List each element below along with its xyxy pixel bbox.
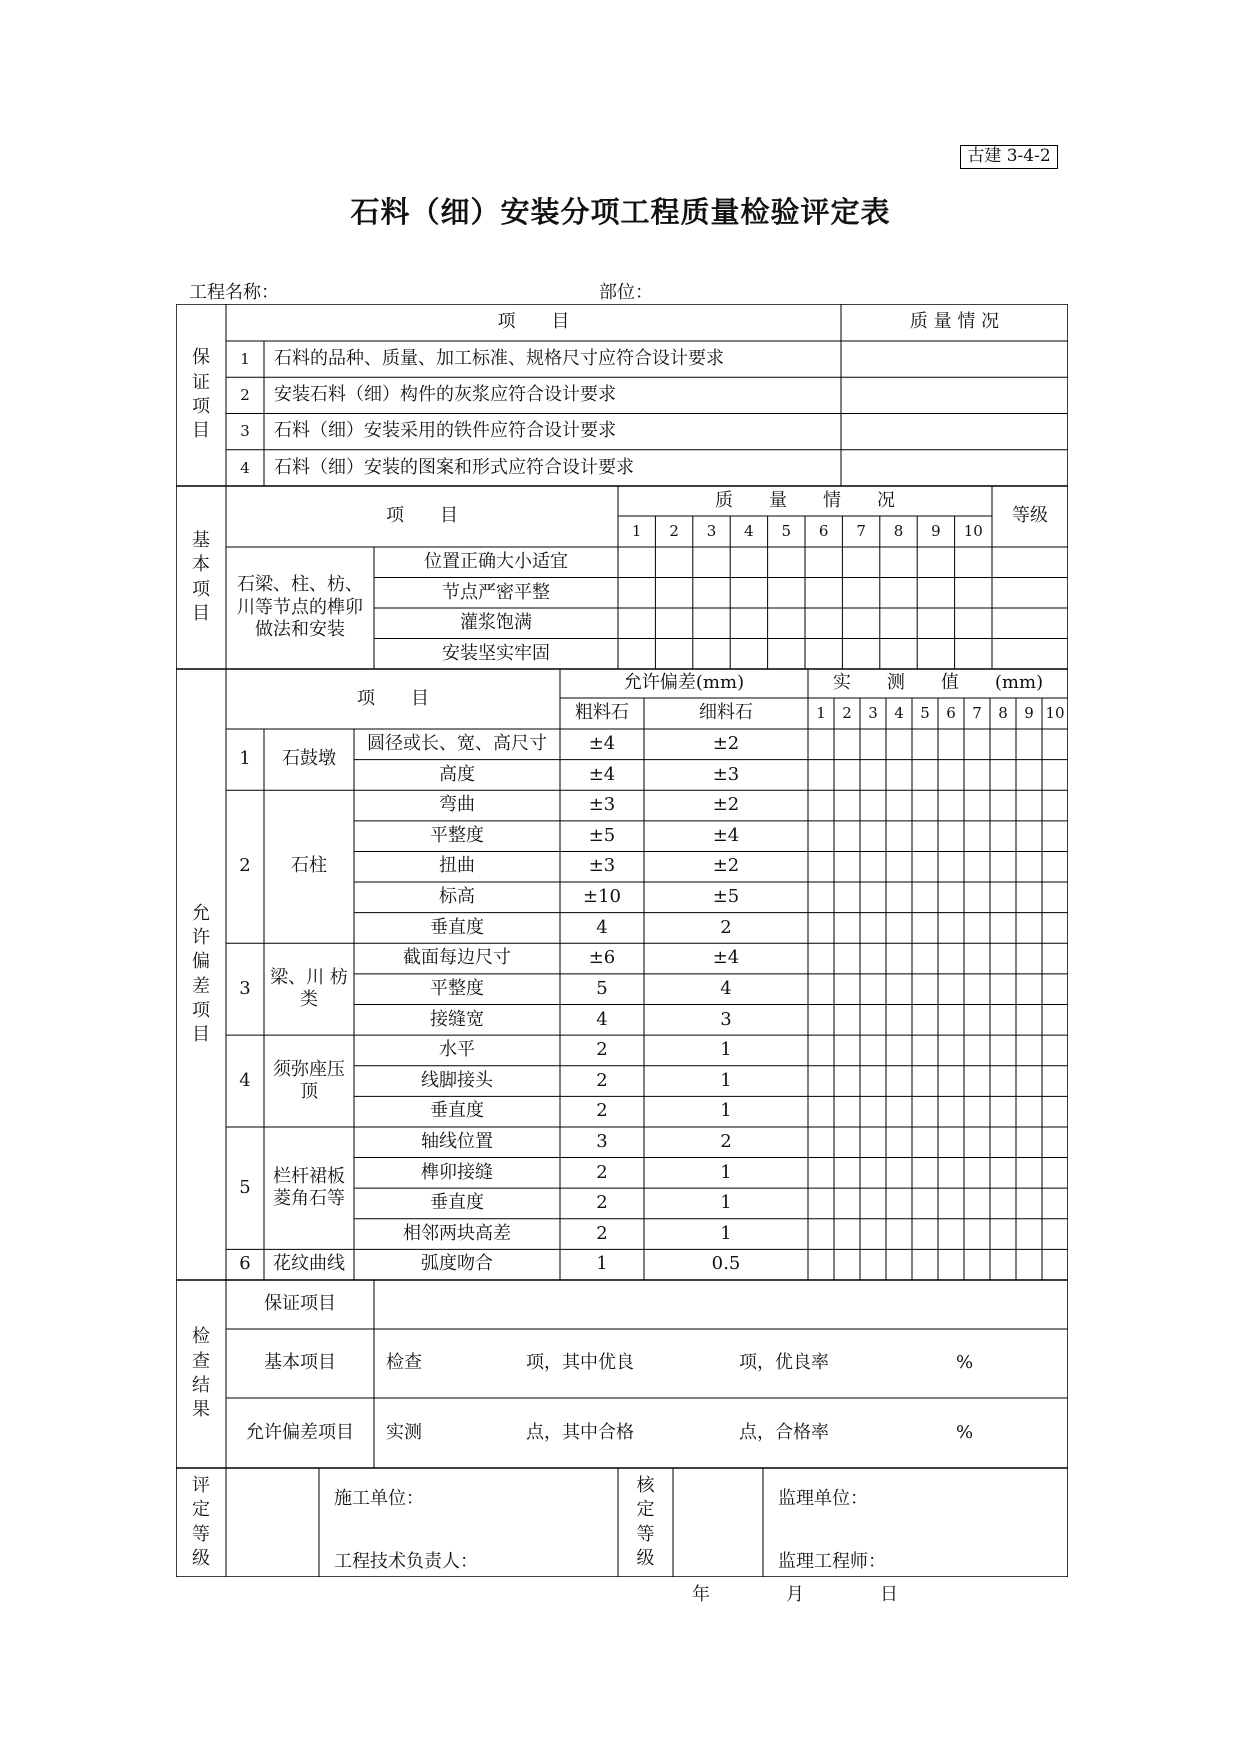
tolerance-number-header: 5 [920,704,930,723]
tolerance-number-header: 10 [1045,704,1065,723]
tolerance-rough-value: ±10 [583,886,621,908]
tolerance-number-header: 3 [868,704,878,723]
tolerance-rough-value: 1 [596,1253,608,1275]
tolerance-number-header: 6 [946,704,956,723]
tolerance-group-name: 花纹曲线 [273,1253,345,1275]
tolerance-fine-value: 1 [720,1161,732,1183]
basic-side-label-text: 基本项目 [192,529,210,624]
tolerance-row-item: 平整度 [430,824,484,846]
tolerance-item-header: 项 目 [357,687,429,709]
guarantee-side-label-text: 保证项目 [192,347,210,442]
tolerance-fine-value: 1 [720,1069,732,1091]
tolerance-number-header: 9 [1024,704,1034,723]
supervisor-label: 监理单位： [778,1487,868,1509]
basic-item-header: 项 目 [386,505,458,527]
tolerance-fine-value: 2 [720,1130,732,1152]
tolerance-row-item: 水平 [439,1039,475,1061]
tolerance-group-name: 栏杆裙板菱角石等 [273,1165,345,1210]
tolerance-number-header: 7 [972,704,982,723]
tolerance-number-header: 1 [816,704,826,723]
tolerance-fine-value: ±4 [712,824,740,846]
inspection-part-text: 项，其中优良 [526,1352,634,1374]
tolerance-group-number: 1 [239,748,251,770]
basic-number-header: 10 [963,522,983,541]
tolerance-number-header: 2 [842,704,852,723]
guarantee-row-text: 安装石料（细）构件的灰浆应符合设计要求 [274,384,616,406]
tolerance-fine-value: 3 [720,1008,732,1030]
tolerance-fine-value: ±2 [712,794,740,816]
tolerance-rough-value: ±4 [588,733,616,755]
inspection-part-text: 点，合格率 [739,1421,829,1443]
basic-number-header: 1 [631,522,642,541]
basic-number-header: 7 [856,522,866,541]
tolerance-row-item: 相邻两块高差 [403,1222,511,1244]
tolerance-group-name: 石柱 [291,855,327,877]
basic-number-header: 8 [893,522,904,541]
tolerance-side-label-text: 允许偏差项目 [192,902,210,1046]
tolerance-fine-header: 细料石 [699,702,753,724]
tolerance-row-item: 榫卯接缝 [421,1161,493,1183]
tolerance-fine-value: 0.5 [711,1253,741,1275]
tolerance-fine-value: 1 [720,1100,732,1122]
tolerance-rough-value: 2 [596,1069,608,1091]
engineer-label: 监理工程师： [778,1550,886,1572]
basic-side-label [176,486,226,669]
tolerance-allow-header: 允许偏差(mm) [623,672,745,694]
date-day-label: 日 [880,1584,898,1605]
verify-grade-label [618,1468,673,1577]
tolerance-rough-value: 5 [596,977,608,999]
tolerance-row-item: 标高 [439,886,475,908]
tolerance-rough-value: ±3 [588,794,616,816]
tolerance-fine-value: 1 [720,1222,732,1244]
basic-number-header: 5 [781,522,792,541]
tolerance-fine-value: 1 [720,1192,732,1214]
tolerance-row-item: 垂直度 [430,1192,484,1214]
assessment-side-label [176,1468,226,1577]
tolerance-fine-value: 1 [720,1039,732,1061]
inspection-part-text: % [956,1421,974,1443]
guarantee-row-text: 石料的品种、质量、加工标准、规格尺寸应符合设计要求 [274,347,724,369]
inspection-part-text: 实测 [386,1421,422,1443]
tolerance-group-number: 5 [239,1176,251,1198]
tolerance-rough-value: 4 [596,1008,608,1030]
tolerance-row-item: 圆径或长、宽、高尺寸 [367,733,547,755]
basic-number-header: 9 [931,522,941,541]
guarantee-side-label [176,304,226,486]
tolerance-fine-value: 2 [720,916,732,938]
tolerance-row-item: 接缝宽 [430,1008,484,1030]
basic-number-header: 3 [706,522,717,541]
tolerance-fine-value: ±2 [712,855,740,877]
tolerance-row-item: 线脚接头 [421,1069,493,1091]
tolerance-fine-value: ±4 [712,947,740,969]
basic-number-header: 6 [818,522,829,541]
guarantee-quality-header: 质 量 情 况 [909,311,1000,333]
tolerance-group-number: 3 [239,977,251,999]
contractor-label: 施工单位： [334,1487,424,1509]
assessment-side-label-text: 评定等级 [192,1474,210,1569]
tolerance-rough-value: ±5 [588,824,616,846]
basic-row-item: 灌浆饱满 [460,612,532,633]
guarantee-item-header: 项 目 [497,311,570,333]
tolerance-group-name: 梁、川 枋 类 [270,966,348,1011]
tolerance-fine-value: ±3 [712,763,740,785]
tolerance-rough-value: 2 [596,1192,608,1214]
tolerance-row-item: 平整度 [430,977,484,999]
guarantee-row-number: 4 [240,458,250,477]
guarantee-row-number: 2 [240,386,250,404]
tolerance-group-number: 6 [239,1253,251,1275]
date-month-label: 月 [786,1584,804,1605]
basic-row-item: 位置正确大小适宜 [424,551,568,572]
tolerance-rough-value: 4 [596,916,608,938]
inspection-part-text: % [956,1352,974,1374]
tolerance-row-item: 垂直度 [430,1100,484,1122]
basic-row-item: 安装坚实牢固 [442,642,550,664]
tolerance-row-item: 扭曲 [439,855,475,877]
tolerance-rough-header: 粗料石 [575,702,629,724]
tolerance-group-number: 4 [239,1069,251,1091]
tolerance-rough-value: 2 [596,1161,608,1183]
location-label: 部位： [599,282,653,303]
tolerance-side-label [176,669,226,1280]
tolerance-rough-value: 3 [596,1130,608,1152]
inspection-part-text: 检查 [386,1352,422,1374]
tolerance-row-item: 弯曲 [439,794,475,816]
project-name-label: 工程名称： [189,282,279,303]
guarantee-row-number: 3 [240,422,250,441]
guarantee-row-number: 1 [240,349,250,368]
inspection-row-label: 保证项目 [264,1293,336,1315]
tolerance-rough-value: 2 [596,1039,608,1061]
tolerance-row-item: 轴线位置 [421,1130,493,1152]
tech-lead-label: 工程技术负责人： [334,1550,478,1572]
tolerance-group-name: 须弥座压顶 [273,1058,345,1103]
tolerance-rough-value: ±3 [588,855,616,877]
inspection-side-label [176,1280,226,1468]
tolerance-fine-value: ±5 [712,886,740,908]
inspection-part-text: 项，优良率 [739,1352,829,1374]
basic-quality-header: 质 量 情 况 [715,489,895,511]
inspection-part-text: 点，其中合格 [526,1421,634,1443]
basic-group-label: 石梁、柱、枋、川等节点的榫卯做法和安装 [237,574,363,641]
tolerance-row-item: 截面每边尺寸 [403,947,511,969]
guarantee-row-text: 石料（细）安装的图案和形式应符合设计要求 [274,456,634,478]
page-title: 石料（细）安装分项工程质量检验评定表 [350,195,891,229]
tolerance-rough-value: ±6 [588,947,616,969]
form-code: 古建 3-4-2 [960,145,1058,169]
tolerance-rough-value: 2 [596,1100,608,1122]
inspection-side-label-text: 检查结果 [192,1326,210,1421]
tolerance-number-header: 8 [998,704,1008,723]
basic-grade-header: 等级 [1012,505,1048,527]
tolerance-group-name: 石鼓墩 [282,748,336,770]
inspection-row-label: 允许偏差项目 [246,1421,354,1443]
tolerance-number-header: 4 [894,704,904,723]
guarantee-row-text: 石料（细）安装采用的铁件应符合设计要求 [274,420,616,442]
date-year-label: 年 [692,1584,710,1605]
verify-grade-label-text: 核定等级 [636,1474,655,1569]
tolerance-measured-header: 实 测 值 (mm) [832,672,1044,694]
tolerance-rough-value: 2 [596,1222,608,1244]
tolerance-fine-value: 4 [720,977,732,999]
inspection-form-table [176,304,1068,1577]
tolerance-rough-value: ±4 [588,763,616,785]
basic-number-header: 2 [669,522,679,541]
tolerance-row-item: 垂直度 [430,916,484,938]
inspection-row-label: 基本项目 [264,1352,336,1374]
tolerance-fine-value: ±2 [712,733,740,755]
basic-number-header: 4 [744,522,754,541]
tolerance-group-number: 2 [239,855,251,877]
tolerance-row-item: 弧度吻合 [421,1253,493,1275]
basic-row-item: 节点严密平整 [442,581,550,603]
tolerance-row-item: 高度 [439,763,475,785]
